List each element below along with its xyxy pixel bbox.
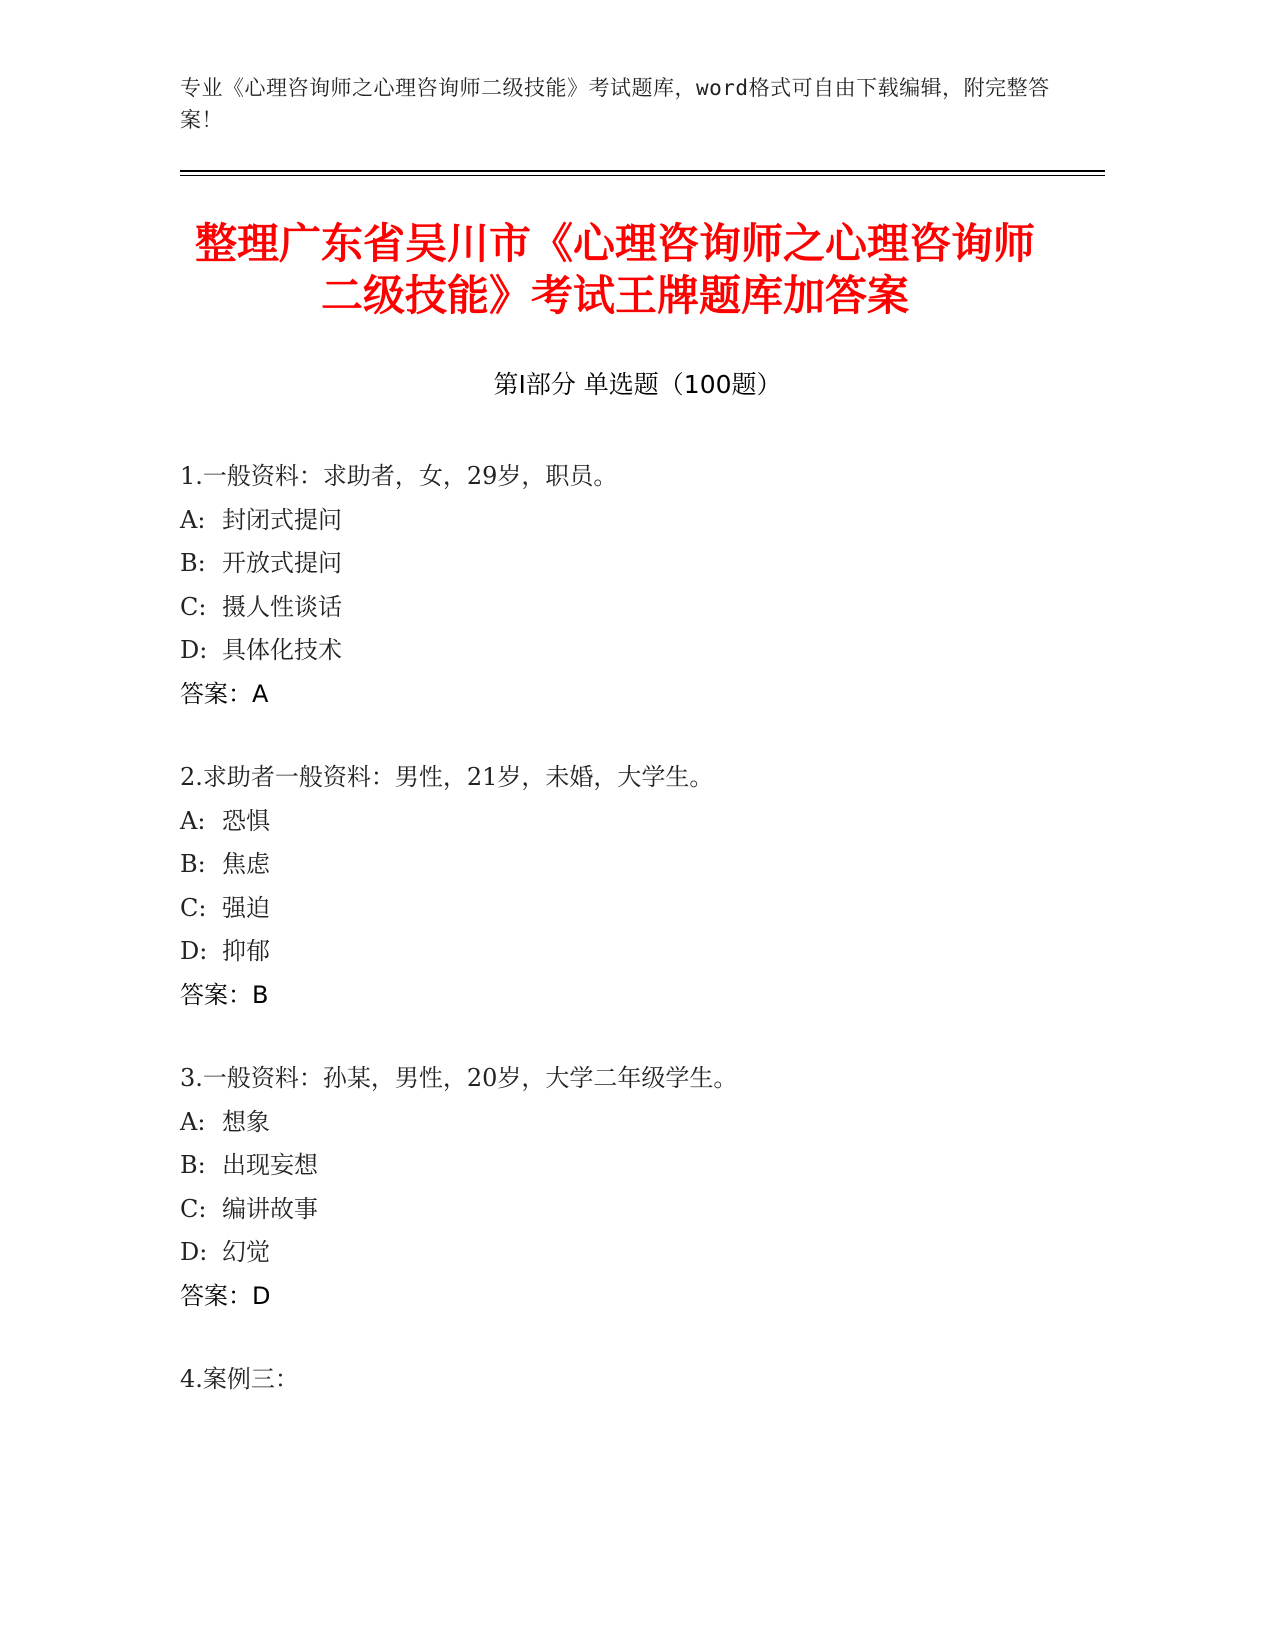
option-c [180,1188,1100,1232]
option-text: 想象 [222,1107,270,1136]
answer: 答案：D [180,1281,271,1310]
option-b [180,843,1100,887]
option-b [180,542,1100,586]
option-d [180,1231,1100,1275]
option-text: 强迫 [222,893,270,922]
option-text: 抑郁 [222,937,270,965]
option-d [180,629,1100,673]
question-stem: 3.一般资料：孙某，男性，20岁，大学二年级学生。 [180,1064,738,1092]
option-letter: B: [180,1151,206,1179]
question-4 [180,1358,1100,1402]
question-stem: 1.一般资料：求助者，女，29岁，职员。 [180,462,618,490]
option-letter: A: [180,505,206,534]
option-text: 具体化技术 [222,636,342,664]
option-text: 出现妄想 [222,1151,318,1179]
option-text: 焦虑 [222,850,270,878]
section-title: 第Ⅰ部分 单选题（100题） [493,370,782,399]
question-list [180,455,1100,1442]
option-c [180,586,1100,630]
question-2 [180,756,1100,1017]
option-text: 幻觉 [222,1238,270,1266]
option-d [180,930,1100,974]
header-note: 专业《心理咨询师之心理咨询师二级技能》考试题库，word格式可自由下载编辑，附完整答案！ [180,76,1050,132]
option-letter: B: [180,850,206,878]
option-a [180,499,1100,543]
option-letter: D: [180,636,208,664]
header-rule-thin [180,175,1105,176]
option-a [180,800,1100,844]
option-letter: B: [180,549,206,577]
header-rule-thick [180,170,1105,172]
question-1 [180,455,1100,716]
option-text: 封闭式提问 [222,505,342,534]
question-3 [180,1057,1100,1318]
option-letter: A: [180,1107,206,1136]
option-letter: A: [180,806,206,835]
option-text: 开放式提问 [222,549,342,577]
question-stem: 4.案例三： [180,1365,299,1393]
option-text: 恐惧 [222,806,270,835]
option-letter: C: [180,592,207,621]
option-letter: C: [180,893,207,922]
option-text: 摄人性谈话 [222,592,342,621]
option-a [180,1101,1100,1145]
answer: 答案：A [180,679,269,708]
question-stem: 2.求助者一般资料：男性，21岁，未婚，大学生。 [180,763,714,791]
option-b [180,1144,1100,1188]
document-title: 整理广东省吴川市《心理咨询师之心理咨询师二级技能》考试王牌题库加答案 [194,219,1035,320]
option-c [180,887,1100,931]
answer: 答案：B [180,980,269,1009]
option-letter: D: [180,937,208,965]
option-letter: C: [180,1194,207,1223]
option-text: 编讲故事 [222,1194,318,1223]
option-letter: D: [180,1238,208,1266]
